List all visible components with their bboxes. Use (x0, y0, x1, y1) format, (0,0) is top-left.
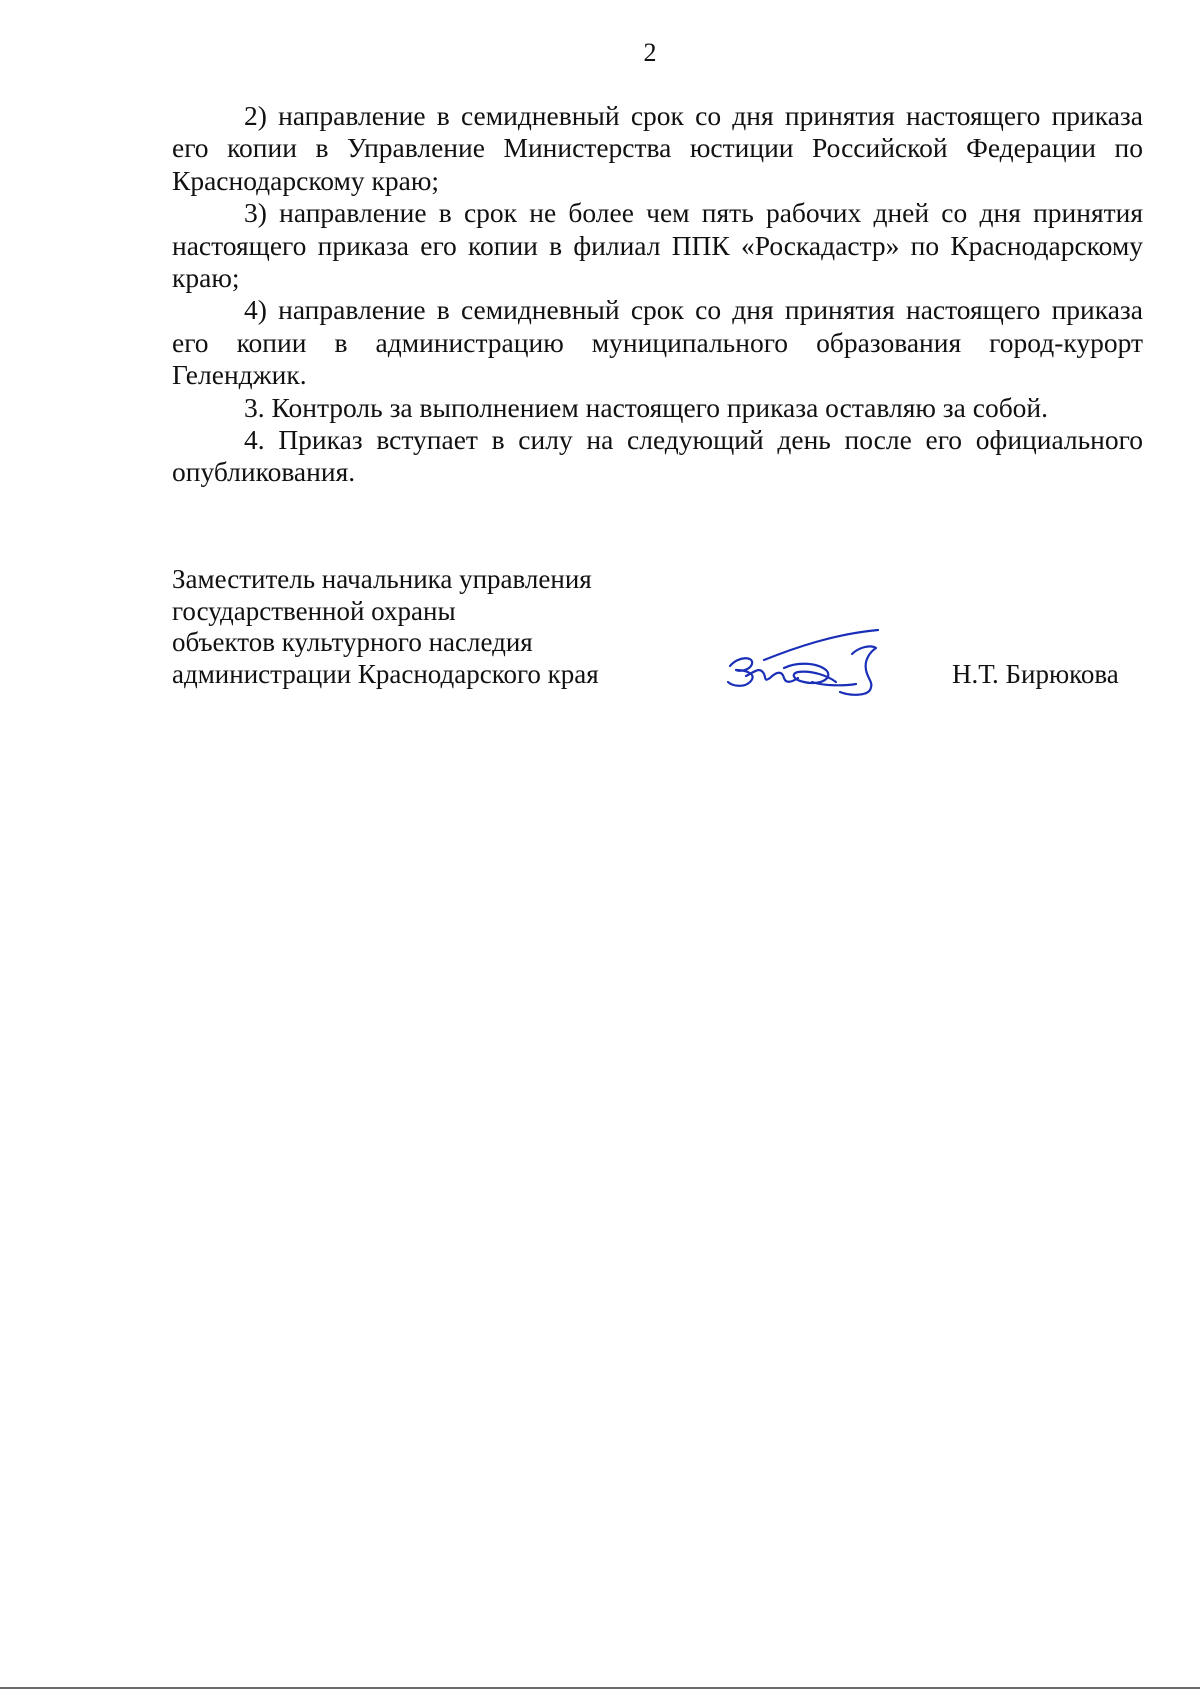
signatory-name: Н.Т. Бирюкова (952, 659, 1119, 689)
signatory-position-line: государственной охраны (172, 595, 456, 626)
document-body (172, 100, 1143, 489)
signatory-position-line: администрации Краснодарского края (172, 658, 599, 689)
signatory-position-line: объектов культурного наследия (172, 627, 533, 657)
paragraph-item-3: 3) направление в срок не более чем пять рабочих дней со дня принятия настоящего приказа его копии в филиал ППК «Роскадастр» по Краснодарскому краю; (172, 197, 1143, 294)
paragraph-item-4: 4) направление в семидневный срок со дня принятия настоящего приказа его копии в администрацию муниципального образования город-курорт Геленджик. (172, 294, 1143, 391)
signatory-position (172, 564, 692, 690)
paragraph-item-2: 2) направление в семидневный срок со дня принятия настоящего приказа его копии в Управление Министерства юстиции Российской Федерации по Краснодарскому краю; (172, 100, 1143, 196)
signatory-position-line: Заместитель начальника управления (172, 564, 592, 594)
handwritten-signature (724, 626, 894, 698)
paragraph-effective-date: 4. Приказ вступает в силу на следующий день после его официального опубликования. (172, 424, 1143, 488)
paragraph-control: 3. Контроль за выполнением настоящего приказа оставляю за собой. (244, 391, 1049, 423)
scan-bottom-edge (0, 1687, 1200, 1689)
page-number: 2 (643, 38, 657, 67)
